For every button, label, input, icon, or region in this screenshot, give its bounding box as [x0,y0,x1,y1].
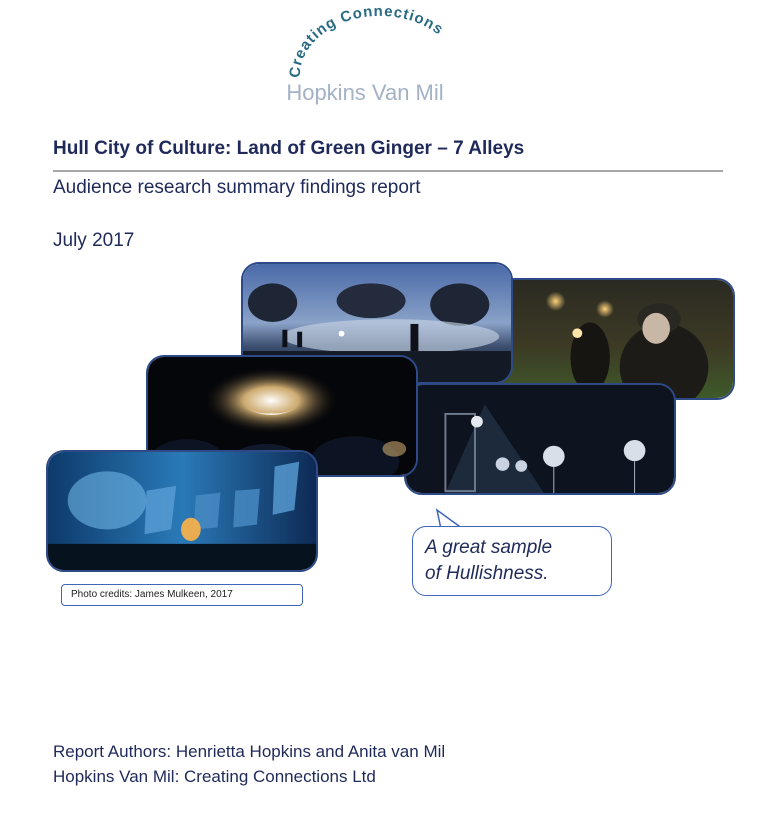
photo-balloon-lights [404,383,676,495]
report-authors [53,739,733,789]
authors-line-2: Hopkins Van Mil: Creating Connections Ltd [53,767,376,786]
photo-blue-banners [46,450,318,572]
report-title: Hull City of Culture: Land of Green Ginger – 7 Alleys [53,138,525,159]
logo-arc [270,2,490,90]
quote-line-2: of Hullishness. [425,563,549,584]
company-logo [270,2,490,110]
report-subtitle: Audience research summary findings report [53,177,421,198]
title-divider [53,170,723,172]
quote-line-1: A great sample [425,537,553,558]
quote-bubble [412,526,612,596]
photo-credit: Photo credits: James Mulkeen, 2017 [61,584,303,606]
authors-line-1: Report Authors: Henrietta Hopkins and Anita van Mil [53,742,446,761]
logo-name: Hopkins Van Mil [286,80,444,105]
logo-arc-text: Creating Connections [286,2,447,79]
report-date: July 2017 [53,230,135,251]
